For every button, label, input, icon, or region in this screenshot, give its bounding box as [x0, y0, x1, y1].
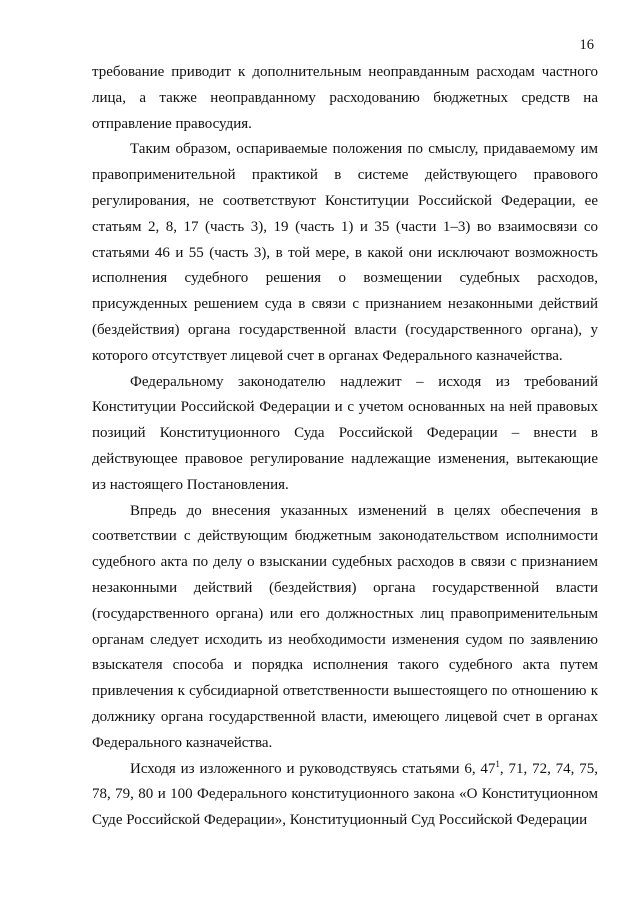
- page-number: 16: [579, 37, 594, 53]
- paragraph-legal-basis: [92, 757, 598, 834]
- paragraph-legislator-duty: Федеральному законодателю надлежит – исходя из требований Конституции Российской Федерации и с учетом основанных на ней правовых позиций Конституционного Суда Российской Федерации – внести в действующее правовое регулирование надлежащие изменения, вытекающие из настоящего Постановления.: [92, 373, 598, 493]
- legal-basis-text-continued: , 71, 72, 74, 75, 78, 79, 80 и 100 Федерального конституционного закона «О Конституционном Суде Российской Федерации», Конституционный Суд Российской Федерации: [92, 760, 598, 829]
- article-superscript: 1: [495, 758, 500, 769]
- legal-basis-text: Исходя из изложенного и руководствуясь статьями 6, 47: [130, 760, 496, 777]
- paragraph-continuation: требование приводит к дополнительным неоправданным расходам частного лица, а также неоправданному расходованию бюджетных средств на отправление правосудия.: [92, 64, 598, 132]
- paragraph-interim-measures: Впредь до внесения указанных изменений в целях обеспечения в соответствии с действующим бюджетным законодательством исполнимости судебного акта по делу о взыскании судебных расходов в связи с признанием незаконными действий (бездействия) органа государственной власти (государственного органа) или его должностных лиц правоприменительным органам следует исходить из необходимости изменения судом по заявлению взыскателя способа и порядка исполнения такого судебного акта путем привлечения к субсидиарной ответственности вышестоящего по отношению к должнику органа государственной власти, имеющего лицевой счет в органах Федерального казначейства.: [92, 502, 598, 751]
- paragraph-conclusion: Таким образом, оспариваемые положения по смыслу, придаваемому им правоприменительной практикой в системе действующего правового регулирования, не соответствуют Конституции Российской Федерации, ее статьям 2, 8, 17 (часть 3), 19 (часть 1) и 35 (части 1–3) во взаимосвязи со статьями 46 и 55 (часть 3), в той мере, в какой они исключают возможность исполнения судебного решения о возмещении судебных расходов, присужденных решением суда в связи с признанием незаконными действий (бездействия) органа государственной власти (государственного органа), у которого отсутствует лицевой счет в органах Федерального казначейства.: [92, 141, 598, 364]
- document-body: [92, 60, 598, 834]
